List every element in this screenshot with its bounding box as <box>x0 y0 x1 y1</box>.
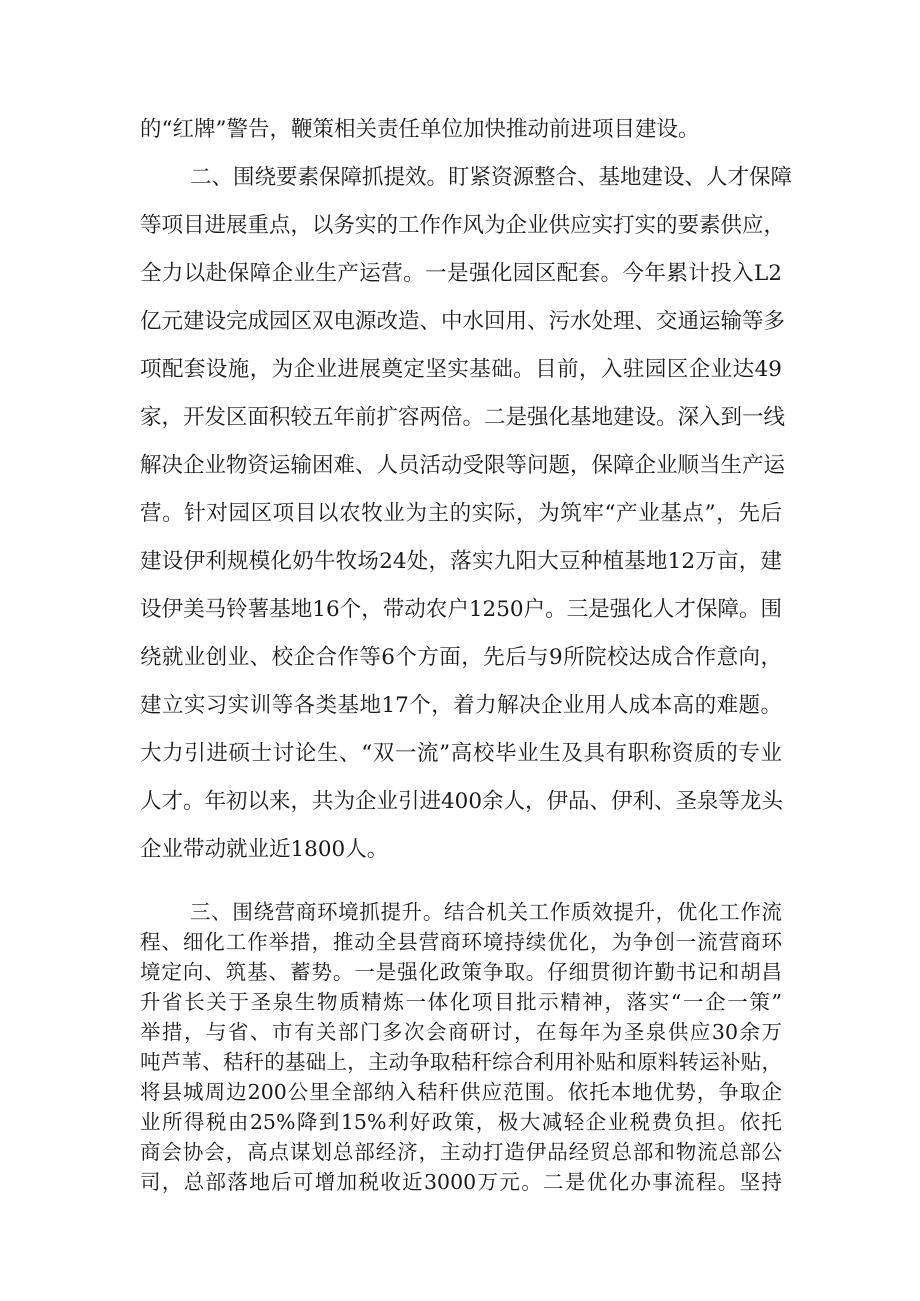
paragraph-line: 的“红牌”警告，鞭策相关责任单位加快推动前进项目建设。 <box>140 117 700 142</box>
paragraph-line: 人才。年初以来，共为企业引进400余人，伊品、伊利、圣泉等龙头 <box>140 789 784 814</box>
paragraph-line: 大力引进硕士讨论生、“双一流”高校毕业生及具有职称资质的专业 <box>140 741 782 766</box>
paragraph-line: 商会协会，高点谋划总部经济，主动打造伊品经贸总部和物流总部公 <box>140 1140 782 1164</box>
paragraph-line: 吨芦苇、秸秆的基础上，主动争取秸秆综合利用补贴和原料转运补贴， <box>140 1050 782 1074</box>
paragraph-line: 营。针对园区项目以农牧业为主的实际，为筑牢“产业基点”，先后 <box>140 501 782 526</box>
paragraph-line: 司，总部落地后可增加税收近3000万元。二是优化办事流程。坚持 <box>140 1170 782 1194</box>
section-heading-line: 二、围绕要素保障抓提效。盯紧资源整合、基地建设、人才保障 <box>190 165 793 190</box>
paragraph-line: 家，开发区面积较五年前扩容两倍。二是强化基地建设。深入到一线 <box>140 405 786 430</box>
paragraph-line: 等项目进展重点，以务实的工作作风为企业供应实打实的要素供应， <box>140 213 786 238</box>
paragraph-line: 解决企业物资运输困难、人员活动受限等问题，保障企业顺当生产运 <box>140 453 786 478</box>
paragraph-line: 设伊美马铃薯基地16个，带动农户1250户。三是强化人才保障。围 <box>140 597 782 622</box>
paragraph-line: 全力以赴保障企业生产运营。一是强化园区配套。今年累计投入L2 <box>140 261 782 286</box>
paragraph-line: 建立实习实训等各类基地17个，着力解决企业用人成本高的难题。 <box>140 693 782 718</box>
paragraph-line: 绕就业创业、校企合作等6个方面，先后与9所院校达成合作意向， <box>140 645 782 670</box>
paragraph-line: 亿元建设完成园区双电源改造、中水回用、污水处理、交通运输等多 <box>140 309 786 334</box>
paragraph-line: 举措，与省、市有关部门多次会商研讨，在每年为圣泉供应30余万 <box>140 1020 782 1044</box>
paragraph-line: 企业带动就业近1800人。 <box>140 837 389 862</box>
paragraph-line: 程、细化工作举措，推动全县营商环境持续优化，为争创一流营商环 <box>140 930 782 954</box>
paragraph-line: 业所得税由25%降到15%利好政策，极大减轻企业税费负担。依托 <box>140 1110 782 1134</box>
paragraph-line: 项配套设施，为企业进展奠定坚实基础。目前，入驻园区企业达49 <box>140 357 782 382</box>
section-heading-line: 三、围绕营商环境抓提升。结合机关工作质效提升，优化工作流 <box>190 900 782 924</box>
paragraph-line: 建设伊利规模化奶牛牧场24处，落实九阳大豆种植基地12万亩，建 <box>140 549 782 574</box>
paragraph-line: 境定向、筑基、蓄势。一是强化政策争取。仔细贯彻许勤书记和胡昌 <box>140 960 782 984</box>
paragraph-line: 将县城周边200公里全部纳入秸秆供应范围。依托本地优势，争取企 <box>140 1080 782 1104</box>
paragraph-line: 升省长关于圣泉生物质精炼一体化项目批示精神，落实“一企一策” <box>140 990 782 1014</box>
